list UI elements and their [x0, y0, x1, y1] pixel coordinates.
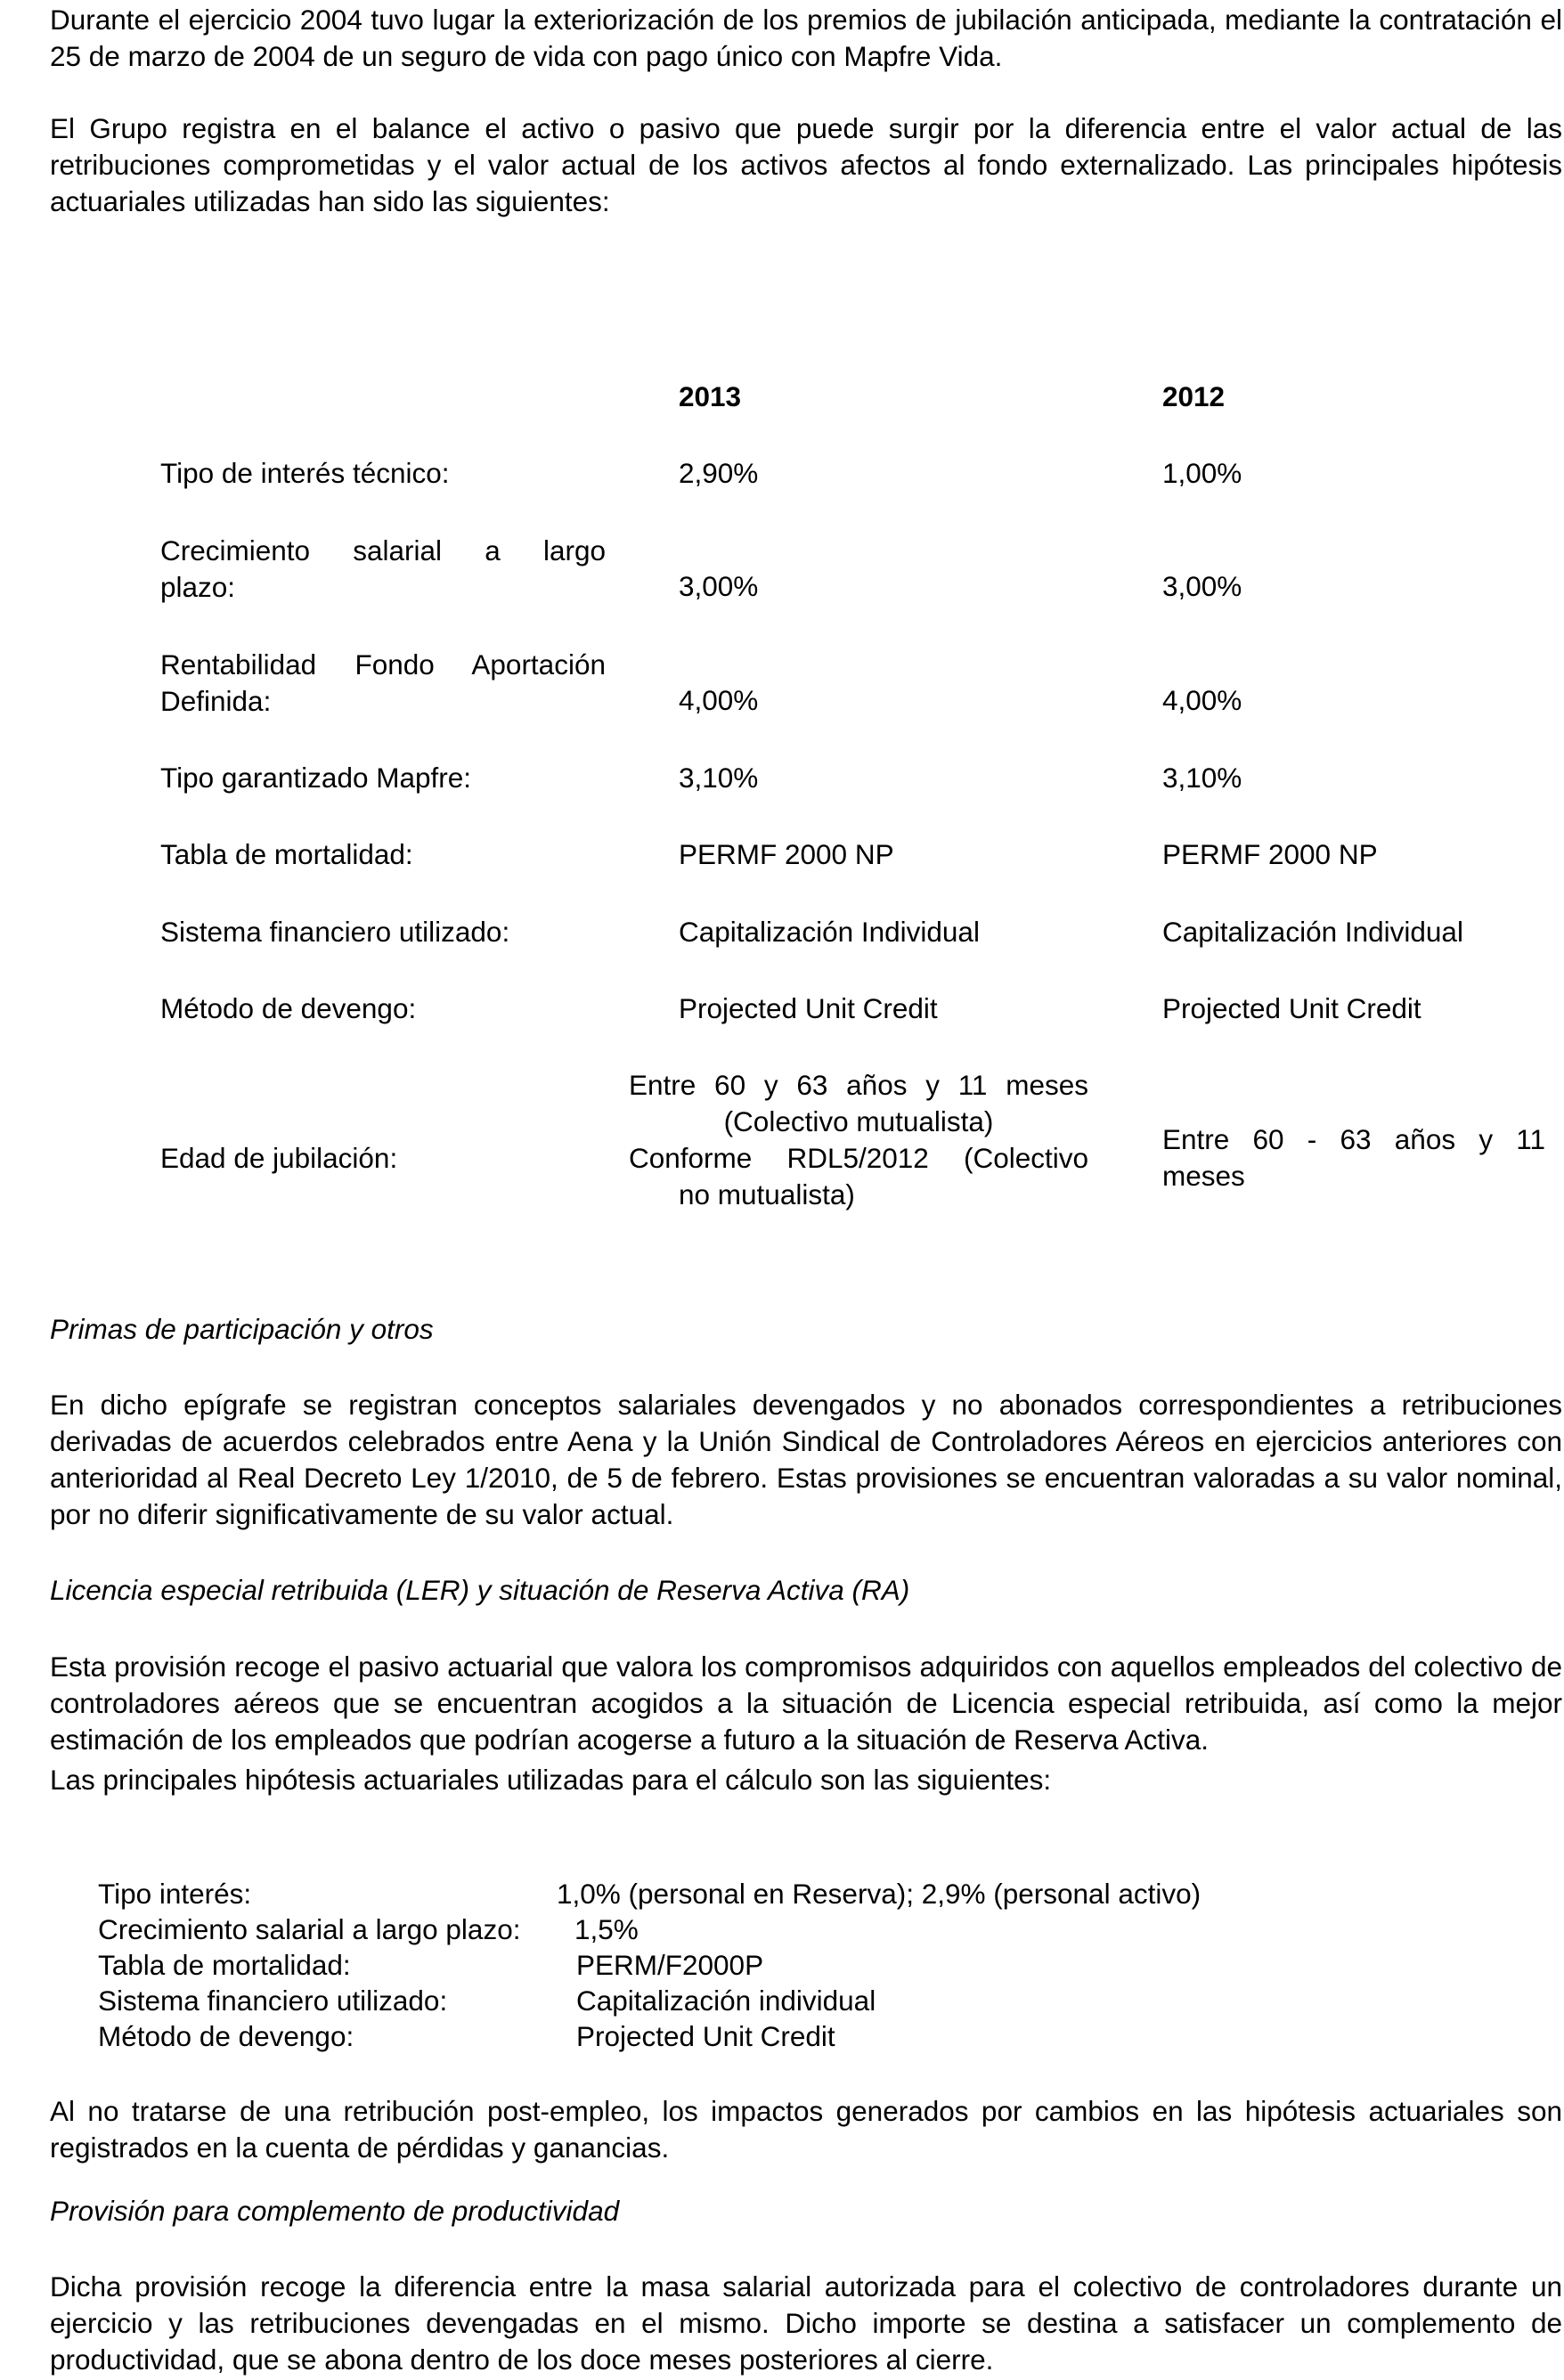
row-value-2013: Capitalización Individual: [679, 916, 980, 948]
row-value-2013: 2,90%: [679, 457, 759, 489]
hypothesis-label: Método de devengo:: [98, 2020, 354, 2052]
row-value-2012: 4,00%: [1162, 684, 1242, 716]
row-label-metodo-devengo: Método de devengo:: [160, 992, 417, 1024]
intro-paragraph-1: Durante el ejercicio 2004 tuvo lugar la exteriorización de los premios de jubilación anticipada, mediante la contratación el 25 de marzo de 2004 de un seguro de vida con pago único con Mapfre Vida.: [50, 4, 1562, 72]
section-intro-ler: Las principales hipótesis actuariales utilizadas para el cálculo son las siguientes:: [50, 1764, 1052, 1796]
value-line: no mutualista): [679, 1178, 855, 1210]
hypothesis-value: 1,5%: [574, 1913, 639, 1945]
hypothesis-label: Crecimiento salarial a largo plazo:: [98, 1913, 521, 1945]
row-label-sistema-financiero: Sistema financiero utilizado:: [160, 916, 510, 948]
row-label-crecimiento-salarial: [160, 533, 606, 606]
hypothesis-label: Tipo interés:: [98, 1878, 252, 1910]
row-label-tabla-mortalidad: Tabla de mortalidad:: [160, 838, 413, 870]
section-heading-productividad: Provisión para complemento de productividad: [50, 2195, 620, 2227]
hypothesis-value: PERM/F2000P: [576, 1949, 764, 1981]
row-value-2012: Capitalización Individual: [1162, 916, 1463, 948]
row-value-2012: PERMF 2000 NP: [1162, 838, 1378, 870]
row-value-2013: PERMF 2000 NP: [679, 838, 894, 870]
row-value-2013-multiline: [629, 1067, 1088, 1213]
column-header-2012: 2012: [1162, 380, 1226, 412]
hypothesis-value: 1,0% (personal en Reserva); 2,9% (personal activo): [557, 1878, 1202, 1910]
section-text-primas: En dicho epígrafe se registran conceptos salariales devengados y no abonados correspondientes a retribuciones derivadas de acuerdos celebrados entre Aena y la Unión Sindical de Controladores Aéreos en ejercicios anteriores con anterioridad al Real Decreto Ley 1/2010, de 5 de febrero. Estas provisiones se encuentran valoradas a su valor nominal, por no diferir significativamente de su valor actual.: [50, 1389, 1562, 1530]
row-value-2012-multiline: [1162, 1121, 1545, 1194]
row-label-edad-jubilacion: Edad de jubilación:: [160, 1142, 398, 1174]
row-label-line: Rentabilidad Fondo Aportación: [160, 648, 606, 681]
row-value-2012: 3,00%: [1162, 570, 1242, 602]
row-value-2012: 3,10%: [1162, 762, 1242, 794]
intro-paragraph-2: El Grupo registra en el balance el activo o pasivo que puede surgir por la diferencia entre el valor actual de las retribuciones comprometidas y el valor actual de los activos afectos al fondo externalizado. Las principales hipótesis actuariales utilizadas han sido las siguientes:: [50, 112, 1562, 217]
section-text-productividad: Dicha provisión recoge la diferencia entre la masa salarial autorizada para el colectivo de controladores durante un ejercicio y las retribuciones devengadas en el mismo. Dicho importe se destina a satisfacer un complemento de productividad, que se abona dentro de los doce meses posteriores al cierre.: [50, 2270, 1562, 2376]
hypothesis-value: Projected Unit Credit: [576, 2020, 835, 2052]
row-value-2013: 4,00%: [679, 684, 759, 716]
value-line: (Colectivo mutualista): [723, 1105, 994, 1137]
row-value-2013: 3,10%: [679, 762, 759, 794]
row-label-line: Definida:: [160, 685, 272, 717]
row-value-2012: 1,00%: [1162, 457, 1242, 489]
value-line: Entre 60 - 63 años y 11: [1162, 1123, 1545, 1155]
hypothesis-label: Tabla de mortalidad:: [98, 1949, 351, 1981]
row-value-2013: Projected Unit Credit: [679, 992, 938, 1024]
value-line: Entre 60 y 63 años y 11 meses: [629, 1069, 1088, 1101]
row-label-line: plazo:: [160, 571, 236, 603]
value-line: meses: [1162, 1160, 1245, 1192]
row-value-2013: 3,00%: [679, 570, 759, 602]
row-label-rentabilidad-fondo: [160, 647, 606, 720]
column-header-2013: 2013: [679, 380, 742, 412]
value-line: Conforme RDL5/2012 (Colectivo: [629, 1142, 1088, 1174]
section-text-ler: Esta provisión recoge el pasivo actuarial que valora los compromisos adquiridos con aquellos empleados del colectivo de controladores aéreos que se encuentran acogidos a la situación de Licencia especial retribuida, así como la mejor estimación de los empleados que podrían acogerse a futuro a la situación de Reserva Activa.: [50, 1651, 1562, 1756]
hypothesis-value: Capitalización individual: [576, 1985, 876, 2017]
row-label-tipo-interes: Tipo de interés técnico:: [160, 457, 450, 489]
hypothesis-label: Sistema financiero utilizado:: [98, 1985, 448, 2017]
row-label-tipo-garantizado: Tipo garantizado Mapfre:: [160, 762, 472, 794]
section-heading-ler: Licencia especial retribuida (LER) y situación de Reserva Activa (RA): [50, 1574, 910, 1606]
section-heading-primas: Primas de participación y otros: [50, 1313, 434, 1345]
row-value-2012: Projected Unit Credit: [1162, 992, 1421, 1024]
row-label-line: Crecimiento salarial a largo: [160, 534, 606, 566]
section-closing-ler: Al no tratarse de una retribución post-empleo, los impactos generados por cambios en las hipótesis actuariales son registrados en la cuenta de pérdidas y ganancias.: [50, 2095, 1562, 2164]
